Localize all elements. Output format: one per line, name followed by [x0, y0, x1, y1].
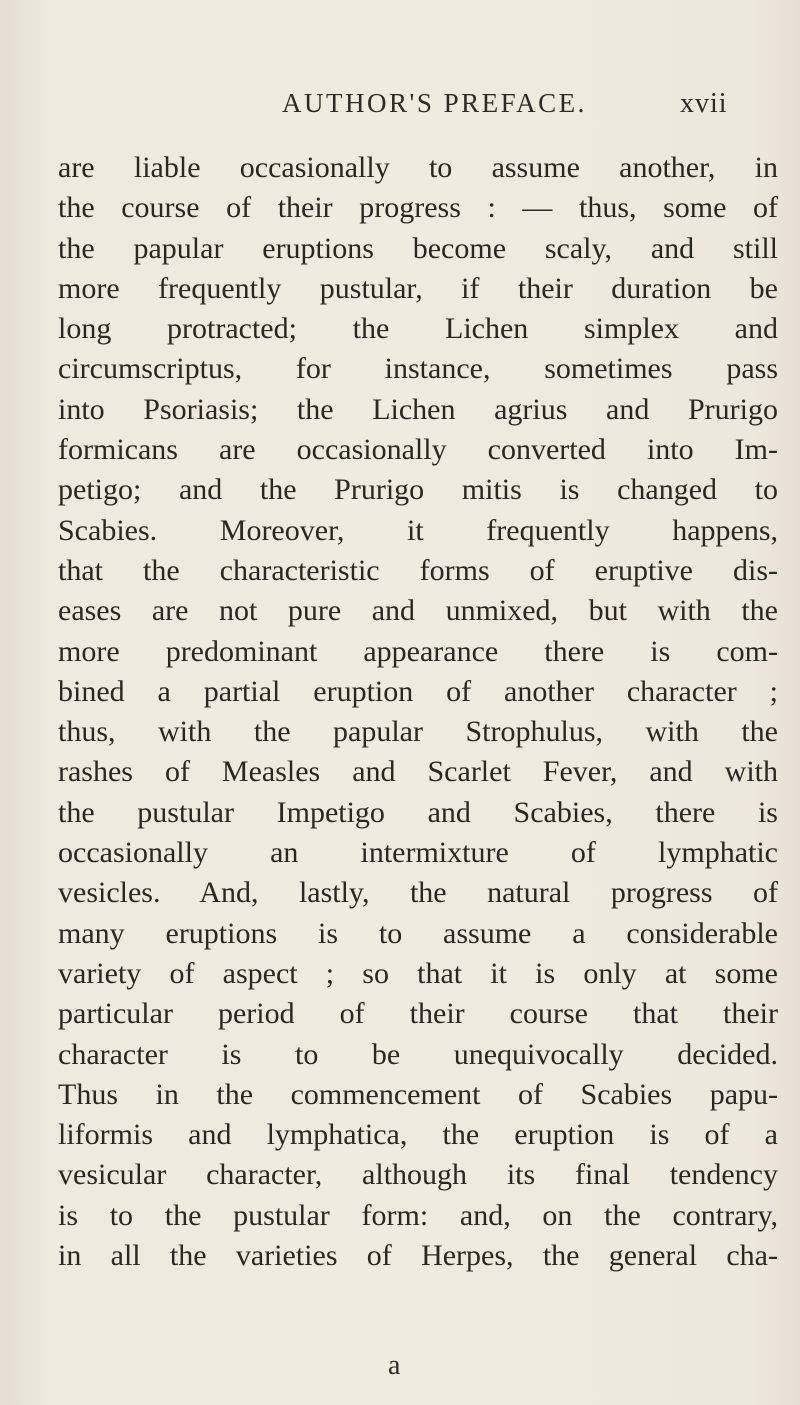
- text-line: thus, with the papular Strophulus, with the: [58, 715, 778, 749]
- running-head: [0, 88, 800, 128]
- body-text: [58, 148, 778, 1276]
- text-line: occasionally an intermixture of lymphatic: [58, 836, 778, 870]
- text-line: circumscriptus, for instance, sometimes pass: [58, 352, 778, 386]
- signature-mark: a: [388, 1350, 401, 1381]
- text-line: more frequently pustular, if their duration be: [58, 271, 778, 305]
- text-line: character is to be unequivocally decided.: [58, 1037, 778, 1071]
- text-line: the course of their progress : — thus, some of: [58, 191, 778, 225]
- text-line: rashes of Measles and Scarlet Fever, and with: [58, 755, 778, 789]
- text-line: vesicles. And, lastly, the natural progress of: [58, 876, 778, 910]
- text-line: liformis and lymphatica, the eruption is of a: [58, 1118, 778, 1152]
- text-line: is to the pustular form: and, on the contrary,: [58, 1198, 778, 1232]
- text-line: petigo; and the Prurigo mitis is changed to: [58, 473, 778, 507]
- text-line: more predominant appearance there is com-: [58, 634, 778, 668]
- text-line: that the characteristic forms of eruptive dis-: [58, 553, 778, 587]
- text-line: vesicular character, although its final tendency: [58, 1158, 778, 1192]
- page-number: xvii: [680, 88, 728, 119]
- text-line: particular period of their course that their: [58, 997, 778, 1031]
- text-line: into Psoriasis; the Lichen agrius and Prurigo: [58, 392, 778, 426]
- text-line: in all the varieties of Herpes, the general cha-: [58, 1239, 778, 1273]
- text-line: Scabies. Moreover, it frequently happens,: [58, 513, 778, 547]
- text-line: many eruptions is to assume a considerable: [58, 916, 778, 950]
- running-head-title: AUTHOR'S PREFACE.: [282, 88, 587, 118]
- text-line: long protracted; the Lichen simplex and: [58, 312, 778, 346]
- text-line: are liable occasionally to assume another, in: [58, 151, 778, 184]
- text-line: the papular eruptions become scaly, and still: [58, 231, 778, 265]
- text-line: bined a partial eruption of another character ;: [58, 674, 778, 708]
- text-line: formicans are occasionally converted into Im-: [58, 433, 778, 467]
- text-line: variety of aspect ; so that it is only at some: [58, 956, 778, 990]
- text-line: eases are not pure and unmixed, but with the: [58, 594, 778, 628]
- text-line: the pustular Impetigo and Scabies, there is: [58, 795, 778, 829]
- text-line: Thus in the commencement of Scabies papu-: [58, 1077, 778, 1111]
